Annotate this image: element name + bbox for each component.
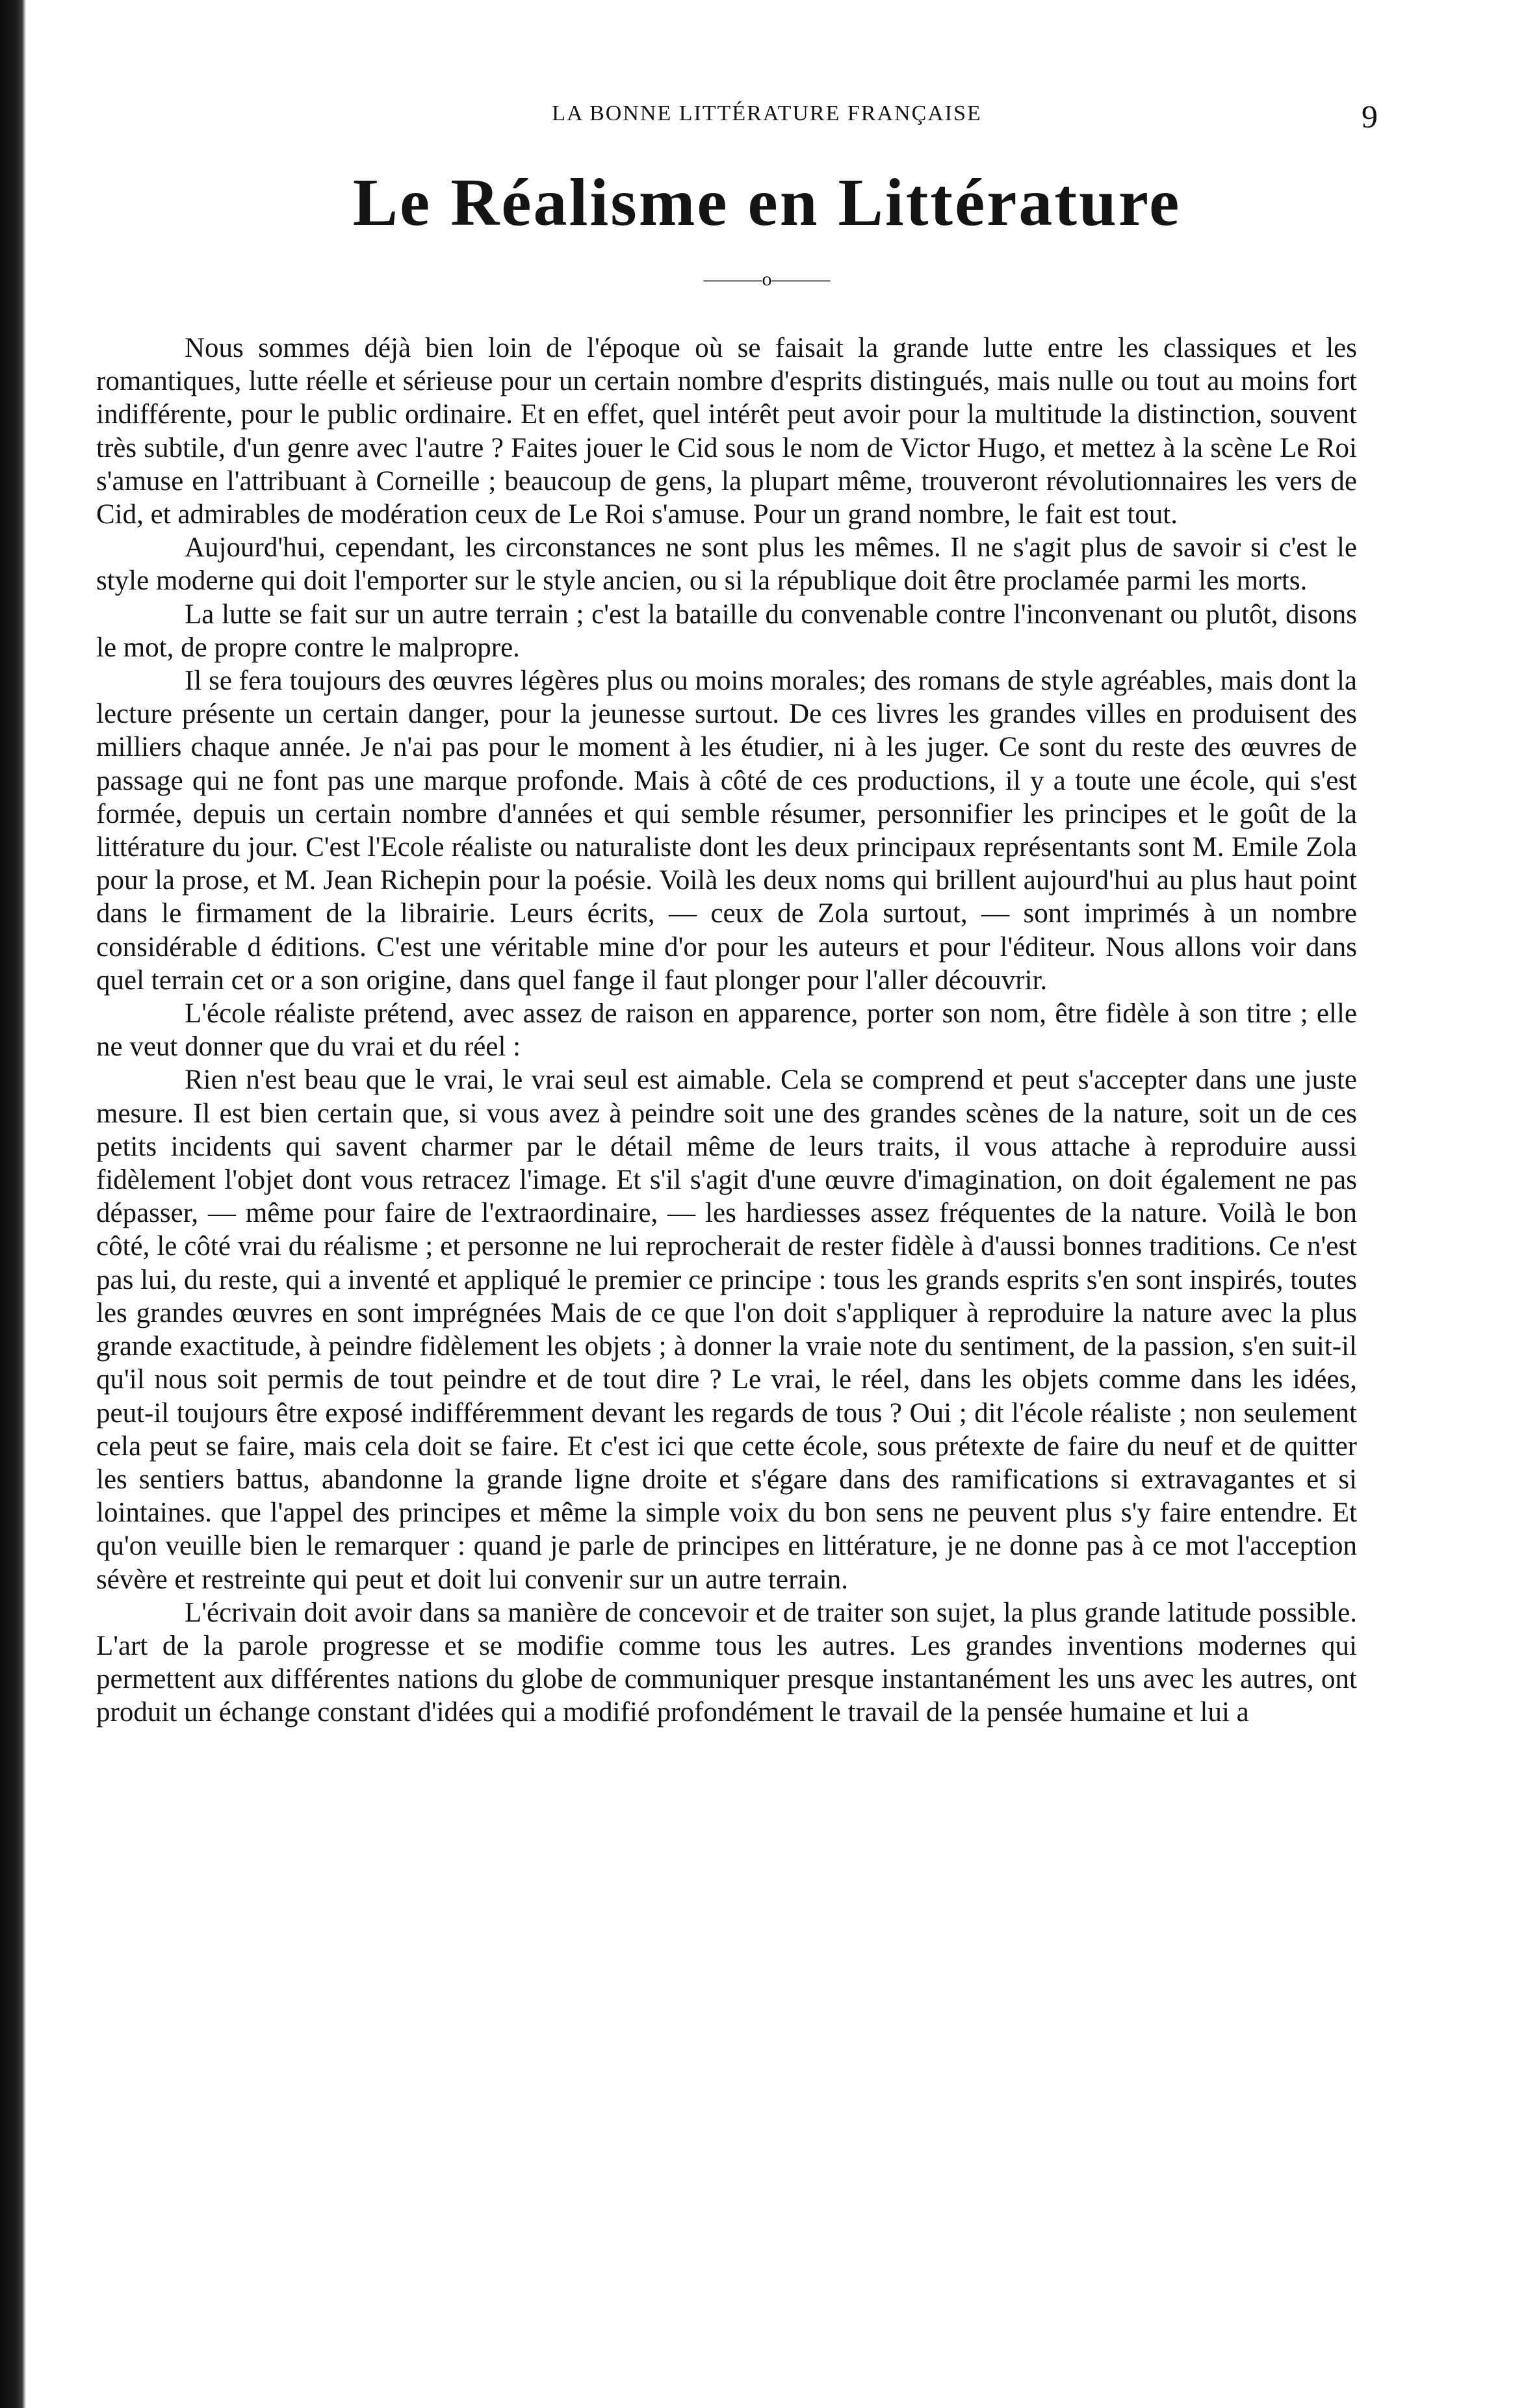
- article-body: [96, 331, 1357, 1729]
- article-title: Le Réalisme en Littérature: [352, 165, 1182, 240]
- page-header: [156, 97, 1378, 136]
- paragraph: L'écrivain doit avoir dans sa manière de concevoir et de traiter son sujet, la plus grande latitude possible. L'art de la parole progresse et se modifie comme tous les autres. Les grandes inventions modernes qui permettent aux différentes nations du globe de communiquer presque instantanément les uns avec les autres, ont produit un échange constant d'idées qui a modifié profondément le travail de la pensée humaine et lui a: [96, 1597, 1357, 1728]
- paragraph: L'école réaliste prétend, avec assez de raison en apparence, porter son nom, être fidèle à son titre ; elle ne veut donner que du vrai et du réel :: [96, 998, 1357, 1063]
- paragraph: La lutte se fait sur un autre terrain ; c'est la bataille du convenable contre l'inconvenant ou plutôt, disons le mot, de propre contre le malpropre.: [96, 599, 1357, 663]
- paragraph: Rien n'est beau que le vrai, le vrai seul est aimable. Cela se comprend et peut s'accepter dans une juste mesure. Il est bien certain que, si vous avez à peindre soit une des grandes scènes de la nature, soit un de ces petits incidents qui savent charmer par le détail même de leurs traits, il vous attache à reproduire aussi fidèlement l'objet dont vous retracez l'image. Et s'il s'agit d'une œuvre d'imagination, on doit également ne pas dépasser, — même pour faire de l'extraordinaire, — les hardiesses assez fréquentes de la nature. Voilà le bon côté, le côté vrai du réalisme ; et personne ne lui reprocherait de rester fidèle à d'aussi bonnes traditions. Ce n'est pas lui, du reste, qui a inventé et appliqué le premier ce principe : tous les grands esprits s'en sont inspirés, toutes les grandes œuvres en sont imprégnées Mais de ce que l'on doit s'appliquer à reproduire la nature avec la plus grande exactitude, à peindre fidèlement les objets ; à donner la vraie note du sentiment, de la passion, s'en suit-il qu'il nous soit permis de tout peindre et de tout dire ? Le vrai, le réel, dans les objets comme dans les idées, peut-il toujours être exposé indifféremment devant les regards de tous ? Oui ; dit l'école réaliste ; non seulement cela peut se faire, mais cela doit se faire. Et c'est ici que cette école, sous prétexte de faire du neuf et de quitter les sentiers battus, abandonne la grande ligne droite et s'égare dans des ramifications si extravagantes et si lointaines. que l'appel des principes et même la simple voix du bon sens ne peuvent plus s'y faire entendre. Et qu'on veuille bien le remarquer : quand je parle de principes en littérature, je ne donne pas à ce mot l'acception sévère et restreinte qui peut et doit lui convenir sur un autre terrain.: [96, 1065, 1357, 1595]
- paragraph: Aujourd'hui, cependant, les circonstances ne sont plus les mêmes. Il ne s'agit plus de savoir si c'est le style moderne qui doit l'emporter sur le style ancien, ou si la république doit être proclamée parmi les morts.: [96, 532, 1357, 597]
- page-number: 9: [1362, 98, 1378, 135]
- title-ornament: ———o———: [703, 268, 831, 290]
- running-head: LA BONNE LITTÉRATURE FRANÇAISE: [552, 101, 982, 125]
- paragraph: Il se fera toujours des œuvres légères plus ou moins morales; des romans de style agréables, mais dont la lecture présente un certain danger, pour la jeunesse surtout. De ces livres les grandes villes en produisent des milliers chaque année. Je n'ai pas pour le moment à les étudier, ni à les juger. Ce sont du reste des œuvres de passage qui ne font pas une marque profonde. Mais à côté de ces productions, il y a toute une école, qui s'est formée, depuis un certain nombre d'années et qui semble résumer, personnifier les principes et le goût de la littérature du jour. C'est l'Ecole réaliste ou naturaliste dont les deux principaux représentants sont M. Emile Zola pour la prose, et M. Jean Richepin pour la poésie. Voilà les deux noms qui brillent aujourd'hui au plus haut point dans le firmament de la librairie. Leurs écrits, — ceux de Zola surtout, — sont imprimés à un nombre considérable d éditions. C'est une véritable mine d'or pour les auteurs et pour l'éditeur. Nous allons voir dans quel terrain cet or a son origine, dans quel fange il faut plonger pour l'aller découvrir.: [96, 666, 1357, 996]
- paragraph: Nous sommes déjà bien loin de l'époque où se faisait la grande lutte entre les classiques et les romantiques, lutte réelle et sérieuse pour un certain nombre d'esprits distingués, mais nulle ou tout au moins fort indifférente, pour le public ordinaire. Et en effet, quel intérêt peut avoir pour la multitude la distinction, souvent très subtile, d'un genre avec l'autre ? Faites jouer le Cid sous le nom de Victor Hugo, et mettez à la scène Le Roi s'amuse en l'attribuant à Corneille ; beaucoup de gens, la plupart même, trouveront révolutionnaires les vers de Cid, et admirables de modération ceux de Le Roi s'amuse. Pour un grand nombre, le fait est tout.: [96, 333, 1357, 530]
- scan-binding-edge: [0, 0, 26, 2408]
